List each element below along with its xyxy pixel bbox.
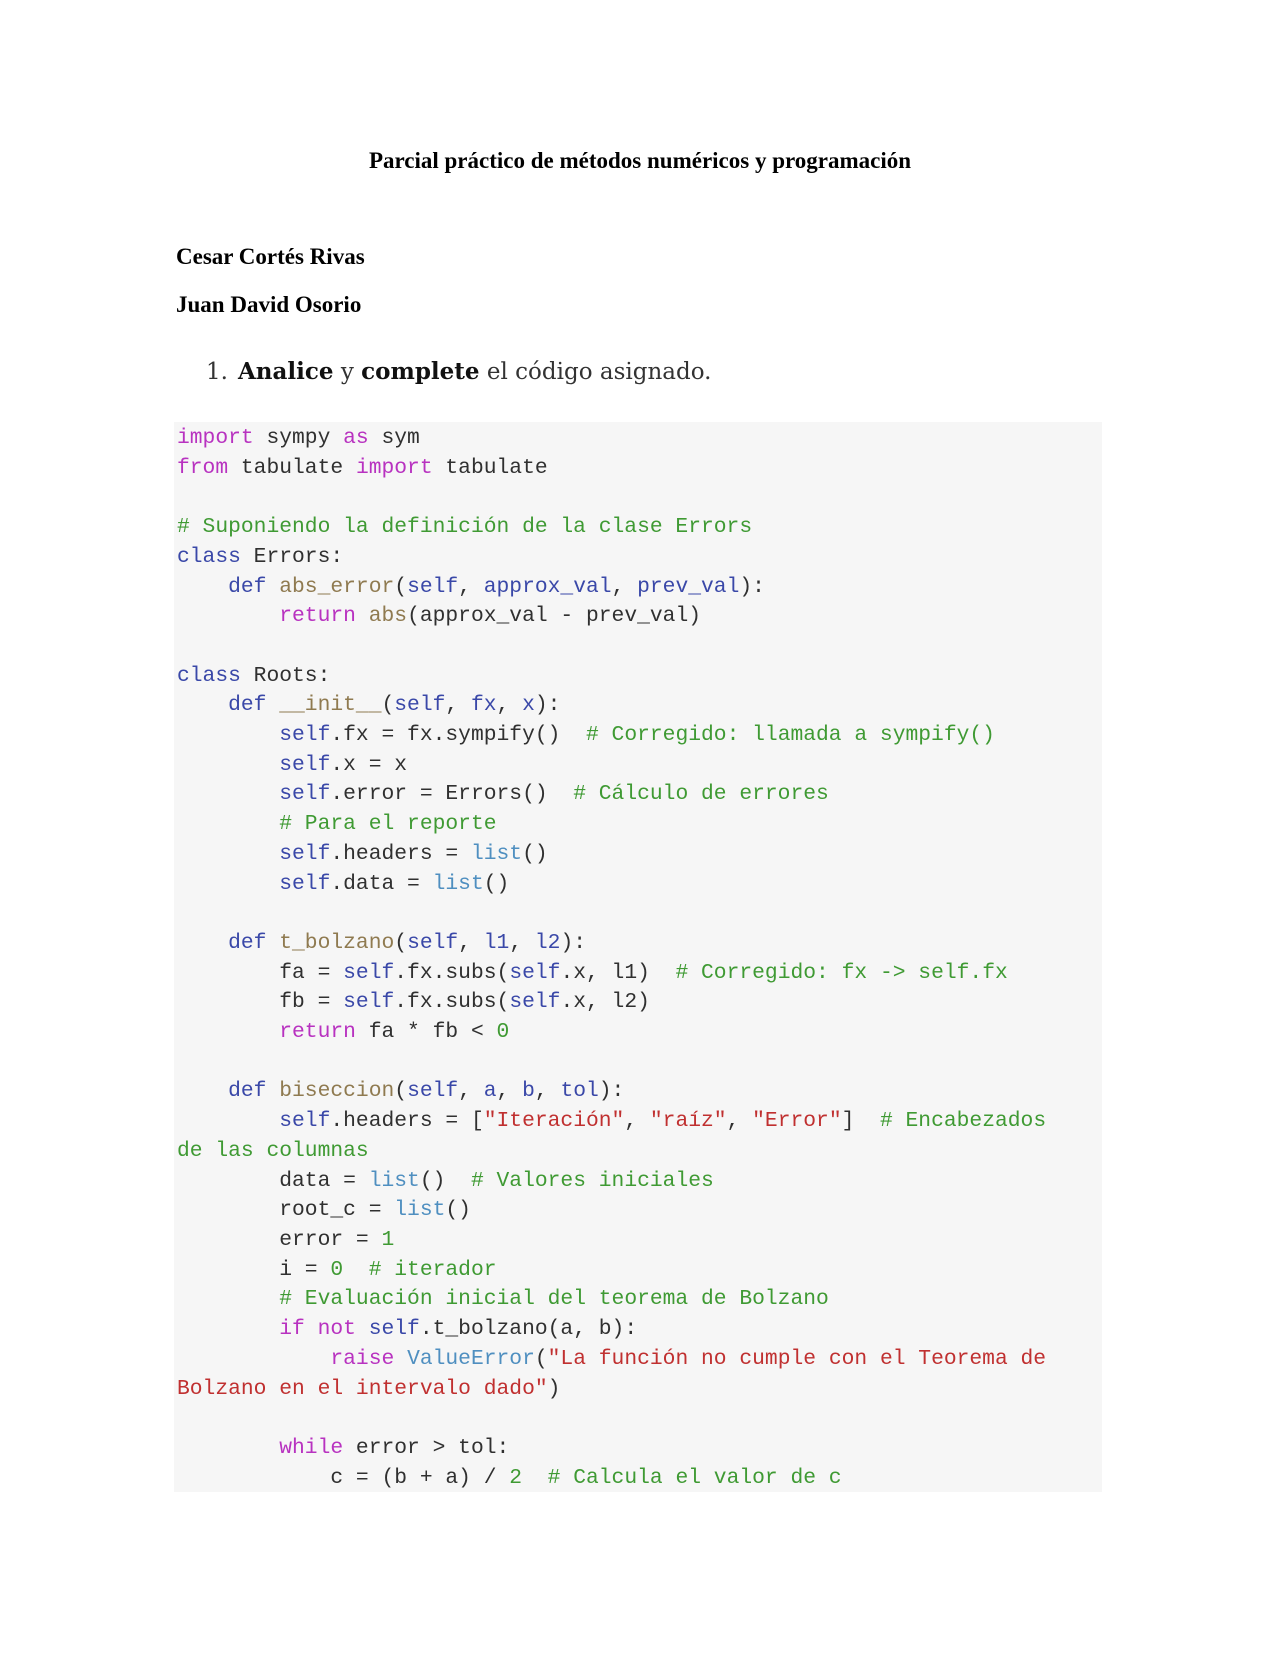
question-verb-analyze: Analice xyxy=(237,358,334,385)
question-connector: y xyxy=(333,359,362,385)
author-name: Juan David Osorio xyxy=(176,292,362,317)
question-rest: el código asignado. xyxy=(479,359,712,385)
question-heading xyxy=(206,358,711,385)
question-verb-complete: complete xyxy=(361,358,480,385)
document-title: Parcial práctico de métodos numéricos y programación xyxy=(368,148,912,173)
question-number: 1. xyxy=(206,359,228,385)
code-block xyxy=(174,422,1102,1492)
code-listing: import sympy as sym from tabulate import tabulate # Suponiendo la definición de la clase Errors class Errors: def abs_error(self, approx_val, prev_val): return abs(approx_val - prev_val) class Roots: def __init__(self, fx, x): self.fx = fx.sympify() # Corregido: llamada a sympify() self.x = x self.error = Errors() # Cálculo de errores # Para el reporte self.headers = list() self.data = list() def t_bolzano(self, l1, l2): fa = self.fx.subs(self.x, l1) # Corregido: fx -> self.fx fb = self.fx.subs(self.x, l2) return fa * fb < 0 def biseccion(self, a, b, tol): self.headers = ["Iteración", "raíz", "Error"] # Encabezados de las columnas data = list() # Valores iniciales root_c = list() error = 1 i = 0 # iterador # Evaluación inicial del teorema de Bolzano if not self.t_bolzano(a, b): raise ValueError("La función no cumple con el Teorema de Bolzano en el intervalo dado") while error > tol: c = (b + a) / 2 # Calcula el valor de c xyxy=(177,426,1047,1490)
author-name: Cesar Cortés Rivas xyxy=(176,244,365,269)
